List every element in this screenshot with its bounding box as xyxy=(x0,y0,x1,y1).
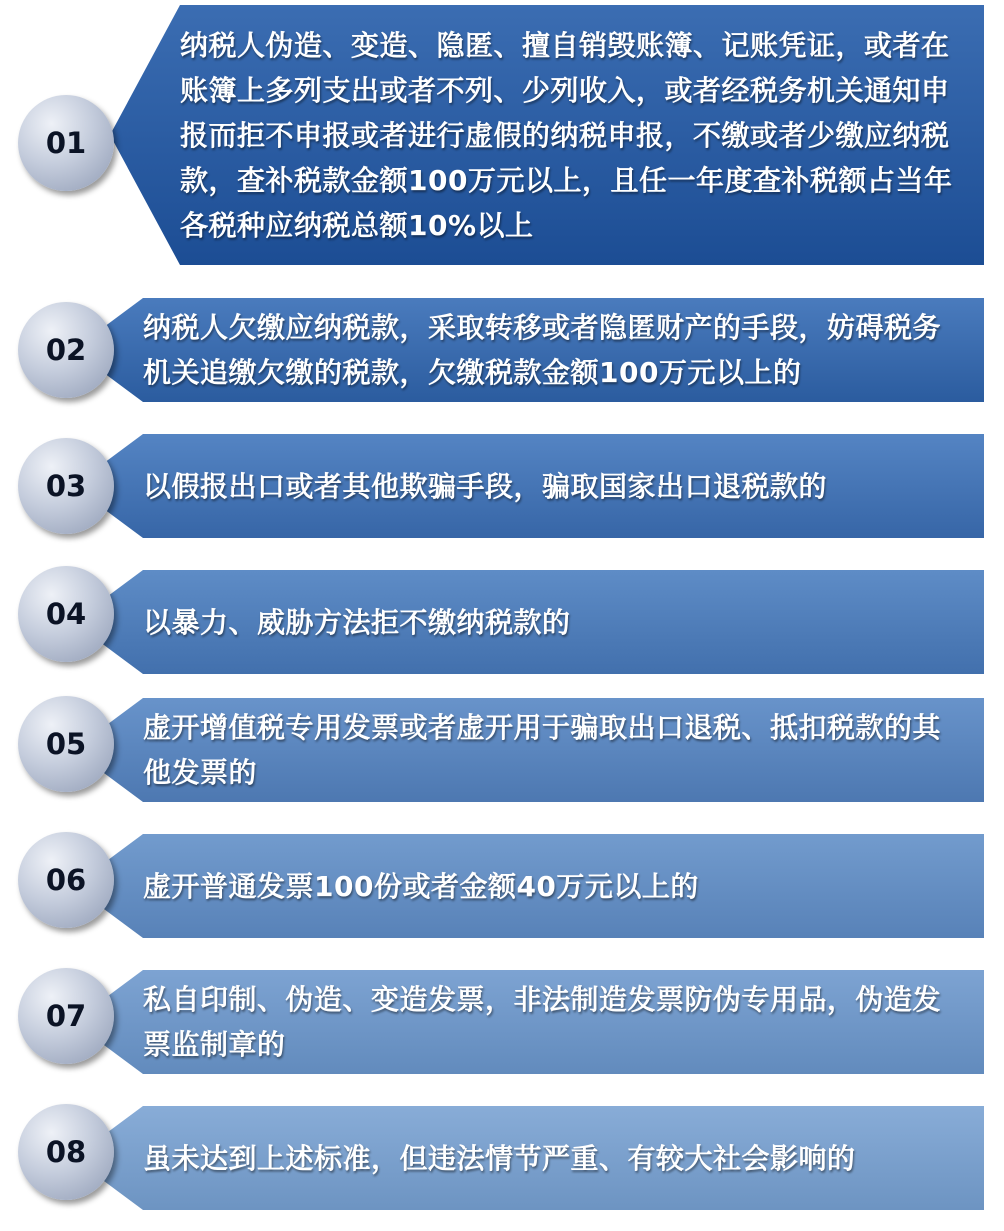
number-circle xyxy=(18,566,114,662)
item-number: 06 xyxy=(45,863,87,897)
criteria-banner xyxy=(73,698,984,802)
criteria-text-line: 以假报出口或者其他欺骗手段，骗取国家出口退税款的 xyxy=(143,469,828,503)
criteria-text-line: 他发票的 xyxy=(143,756,258,789)
criteria-banner xyxy=(110,5,984,265)
criteria-text-line: 虚开普通发票100份或者金额40万元以上的 xyxy=(143,869,699,903)
criteria-text-line: 票监制章的 xyxy=(143,1028,286,1061)
item-number: 01 xyxy=(45,126,87,160)
criteria-text-line: 报而拒不申报或者进行虚假的纳税申报，不缴或者少缴应纳税 xyxy=(180,118,950,152)
number-circle xyxy=(18,438,114,534)
number-circle xyxy=(18,302,114,398)
item-number: 08 xyxy=(45,1135,87,1169)
criteria-banner xyxy=(73,570,984,674)
item-number: 07 xyxy=(45,999,87,1033)
criteria-banner xyxy=(73,434,984,538)
criteria-text xyxy=(143,834,958,938)
criteria-item-06 xyxy=(0,834,1004,938)
item-number: 05 xyxy=(45,727,87,761)
criteria-item-03 xyxy=(0,434,1004,538)
criteria-text xyxy=(143,298,958,402)
criteria-item-08 xyxy=(0,1106,1004,1210)
criteria-banner xyxy=(73,298,984,402)
criteria-item-04 xyxy=(0,570,1004,674)
criteria-text xyxy=(180,5,958,265)
criteria-text-line: 以暴力、威胁方法拒不缴纳税款的 xyxy=(143,605,571,639)
criteria-text xyxy=(143,434,958,538)
criteria-text-line: 虚开增值税专用发票或者虚开用于骗取出口退税、抵扣税款的其 xyxy=(143,711,942,744)
item-number: 04 xyxy=(45,597,87,631)
criteria-text-line: 纳税人欠缴应纳税款，采取转移或者隐匿财产的手段，妨碍税务 xyxy=(143,311,942,344)
criteria-text xyxy=(143,698,958,802)
criteria-text-line: 机关追缴欠缴的税款，欠缴税款金额100万元以上的 xyxy=(143,356,802,389)
criteria-text-line: 私自印制、伪造、变造发票，非法制造发票防伪专用品，伪造发 xyxy=(143,983,942,1016)
number-circle xyxy=(18,696,114,792)
criteria-text-line: 款，查补税款金额100万元以上，且任一年度查补税额占当年 xyxy=(180,163,953,197)
criteria-text-line: 虽未达到上述标准，但违法情节严重、有较大社会影响的 xyxy=(143,1141,856,1175)
criteria-banner xyxy=(73,1106,984,1210)
criteria-banner xyxy=(73,970,984,1074)
criteria-text-line: 纳税人伪造、变造、隐匿、擅自销毁账簿、记账凭证，或者在 xyxy=(180,28,950,62)
criteria-text-line: 各税种应纳税总额10%以上 xyxy=(180,208,534,242)
criteria-item-05 xyxy=(0,698,1004,802)
criteria-item-01 xyxy=(0,5,1004,265)
item-number: 03 xyxy=(45,469,87,503)
criteria-item-07 xyxy=(0,970,1004,1074)
criteria-text xyxy=(143,1106,958,1210)
criteria-item-02 xyxy=(0,298,1004,402)
number-circle xyxy=(18,832,114,928)
number-circle xyxy=(18,968,114,1064)
number-circle xyxy=(18,1104,114,1200)
criteria-text xyxy=(143,570,958,674)
item-number: 02 xyxy=(45,333,87,367)
criteria-text xyxy=(143,970,958,1074)
number-circle xyxy=(18,95,114,191)
criteria-text-line: 账簿上多列支出或者不列、少列收入，或者经税务机关通知申 xyxy=(180,73,950,107)
criteria-banner xyxy=(73,834,984,938)
